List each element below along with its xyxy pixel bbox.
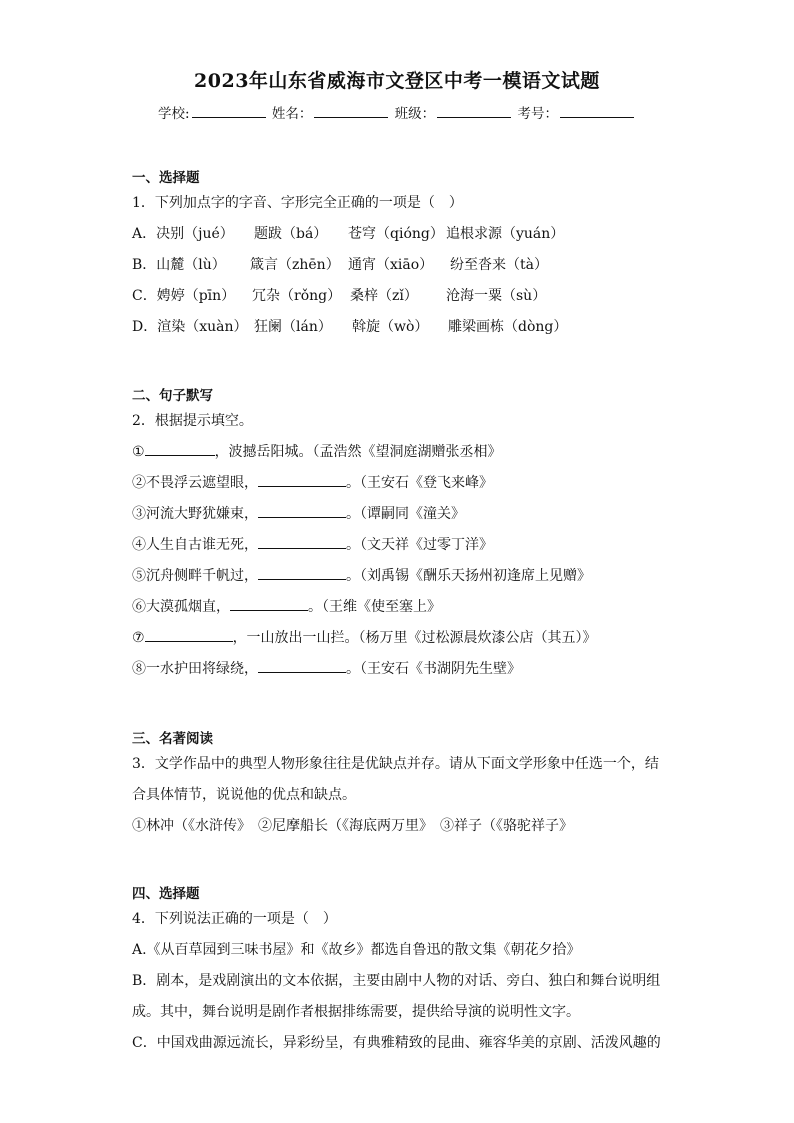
fill-blank-4[interactable] bbox=[258, 534, 346, 549]
option-b[interactable]: B．山麓（lù） 箴言（zhēn） 通宵（xiāo） 纷至沓来（tà） bbox=[132, 257, 548, 273]
fill-item-4: ④人生自古谁无死， 。（文天祥《过零丁洋》 bbox=[132, 534, 493, 554]
question-1: 1．下列加点字的字音、字形完全正确的一项是（ ） bbox=[132, 195, 463, 211]
fill-item-5: ⑤沉舟侧畔千帆过， 。（刘禹锡《酬乐天扬州初逢席上见赠》 bbox=[132, 565, 591, 585]
name-blank[interactable] bbox=[314, 103, 388, 118]
school-blank[interactable] bbox=[192, 103, 266, 118]
option-a[interactable]: A．决别（jué） 题跋（bá） 苍穹（qióng） 追根求源（yuán） bbox=[132, 226, 565, 242]
fill-item-7: ⑦ ，一山放出一山拦。（杨万里《过松源晨炊漆公店（其五）》 bbox=[132, 627, 597, 647]
option-4b-line-1[interactable]: B．剧本，是戏剧演出的文本依据，主要由剧中人物的对话、旁白、独白和舞台说明组 bbox=[132, 973, 661, 989]
option-4b-line-2[interactable]: 成。其中，舞台说明是剧作者根据排练需要，提供给导演的说明性文字。 bbox=[132, 1004, 580, 1020]
fill-item-1: ① ，波撼岳阳城。（孟浩然《望洞庭湖赠张丞相》 bbox=[132, 441, 502, 461]
option-4c-line-1[interactable]: C．中国戏曲源远流长，异彩纷呈，有典雅精致的昆曲、雍容华美的京剧、活泼风趣的 bbox=[132, 1035, 661, 1051]
question-3-choices: ①林冲（《水浒传》 ②尼摩船长（《海底两万里》 ③祥子（《骆驼祥子》 bbox=[132, 818, 573, 834]
fill-item-6: ⑥大漠孤烟直， 。（王维《使至塞上》 bbox=[132, 596, 441, 616]
option-4a[interactable]: A.《从百草园到三味书屋》和《故乡》都选自鲁迅的散文集《朝花夕拾》 bbox=[132, 942, 581, 958]
student-info-line bbox=[0, 102, 794, 122]
class-blank[interactable] bbox=[437, 103, 511, 118]
class-label: 班级： bbox=[394, 106, 436, 122]
number-label: 考号： bbox=[517, 106, 558, 122]
fill-blank-3[interactable] bbox=[258, 503, 346, 518]
fill-blank-5[interactable] bbox=[258, 565, 346, 580]
page-title: 2023年山东省威海市文登区中考一模语文试题 bbox=[194, 70, 600, 92]
section-2-heading: 二、句子默写 bbox=[132, 388, 213, 404]
fill-item-8: ⑧一水护田将绿绕， 。（王安石《书湖阴先生壁》 bbox=[132, 658, 521, 678]
option-c[interactable]: C．娉婷（pīn） 冗杂（rǒng） 桑梓（zǐ） 沧海一粟（sù） bbox=[132, 288, 547, 304]
fill-item-2: ②不畏浮云遮望眼， 。（王安石《登飞来峰》 bbox=[132, 472, 493, 492]
question-3-line-2: 合具体情节，说说他的优点和缺点。 bbox=[132, 787, 356, 803]
section-4-heading: 四、选择题 bbox=[132, 886, 200, 902]
number-blank[interactable] bbox=[560, 103, 634, 118]
name-label: 姓名： bbox=[271, 106, 313, 122]
fill-blank-8[interactable] bbox=[258, 658, 346, 673]
fill-item-3: ③河流大野犹嫌束， 。（谭嗣同《潼关》 bbox=[132, 503, 465, 523]
section-3-heading: 三、名著阅读 bbox=[132, 731, 213, 747]
option-d[interactable]: D．渲染（xuàn） 狂阑（lán） 斡旋（wò） 雕梁画栋（dòng） bbox=[132, 319, 568, 335]
fill-blank-2[interactable] bbox=[258, 472, 346, 487]
question-2: 2．根据提示填空。 bbox=[132, 413, 253, 429]
fill-blank-7[interactable] bbox=[145, 627, 233, 642]
school-label: 学校: bbox=[158, 106, 190, 122]
question-3-line-1: 3．文学作品中的典型人物形象往往是优缺点并存。请从下面文学形象中任选一个，结 bbox=[132, 756, 659, 772]
question-4: 4．下列说法正确的一项是（ ） bbox=[132, 911, 337, 927]
section-1-heading: 一、选择题 bbox=[132, 170, 200, 186]
fill-blank-6[interactable] bbox=[230, 596, 308, 611]
fill-blank-1[interactable] bbox=[145, 441, 215, 456]
